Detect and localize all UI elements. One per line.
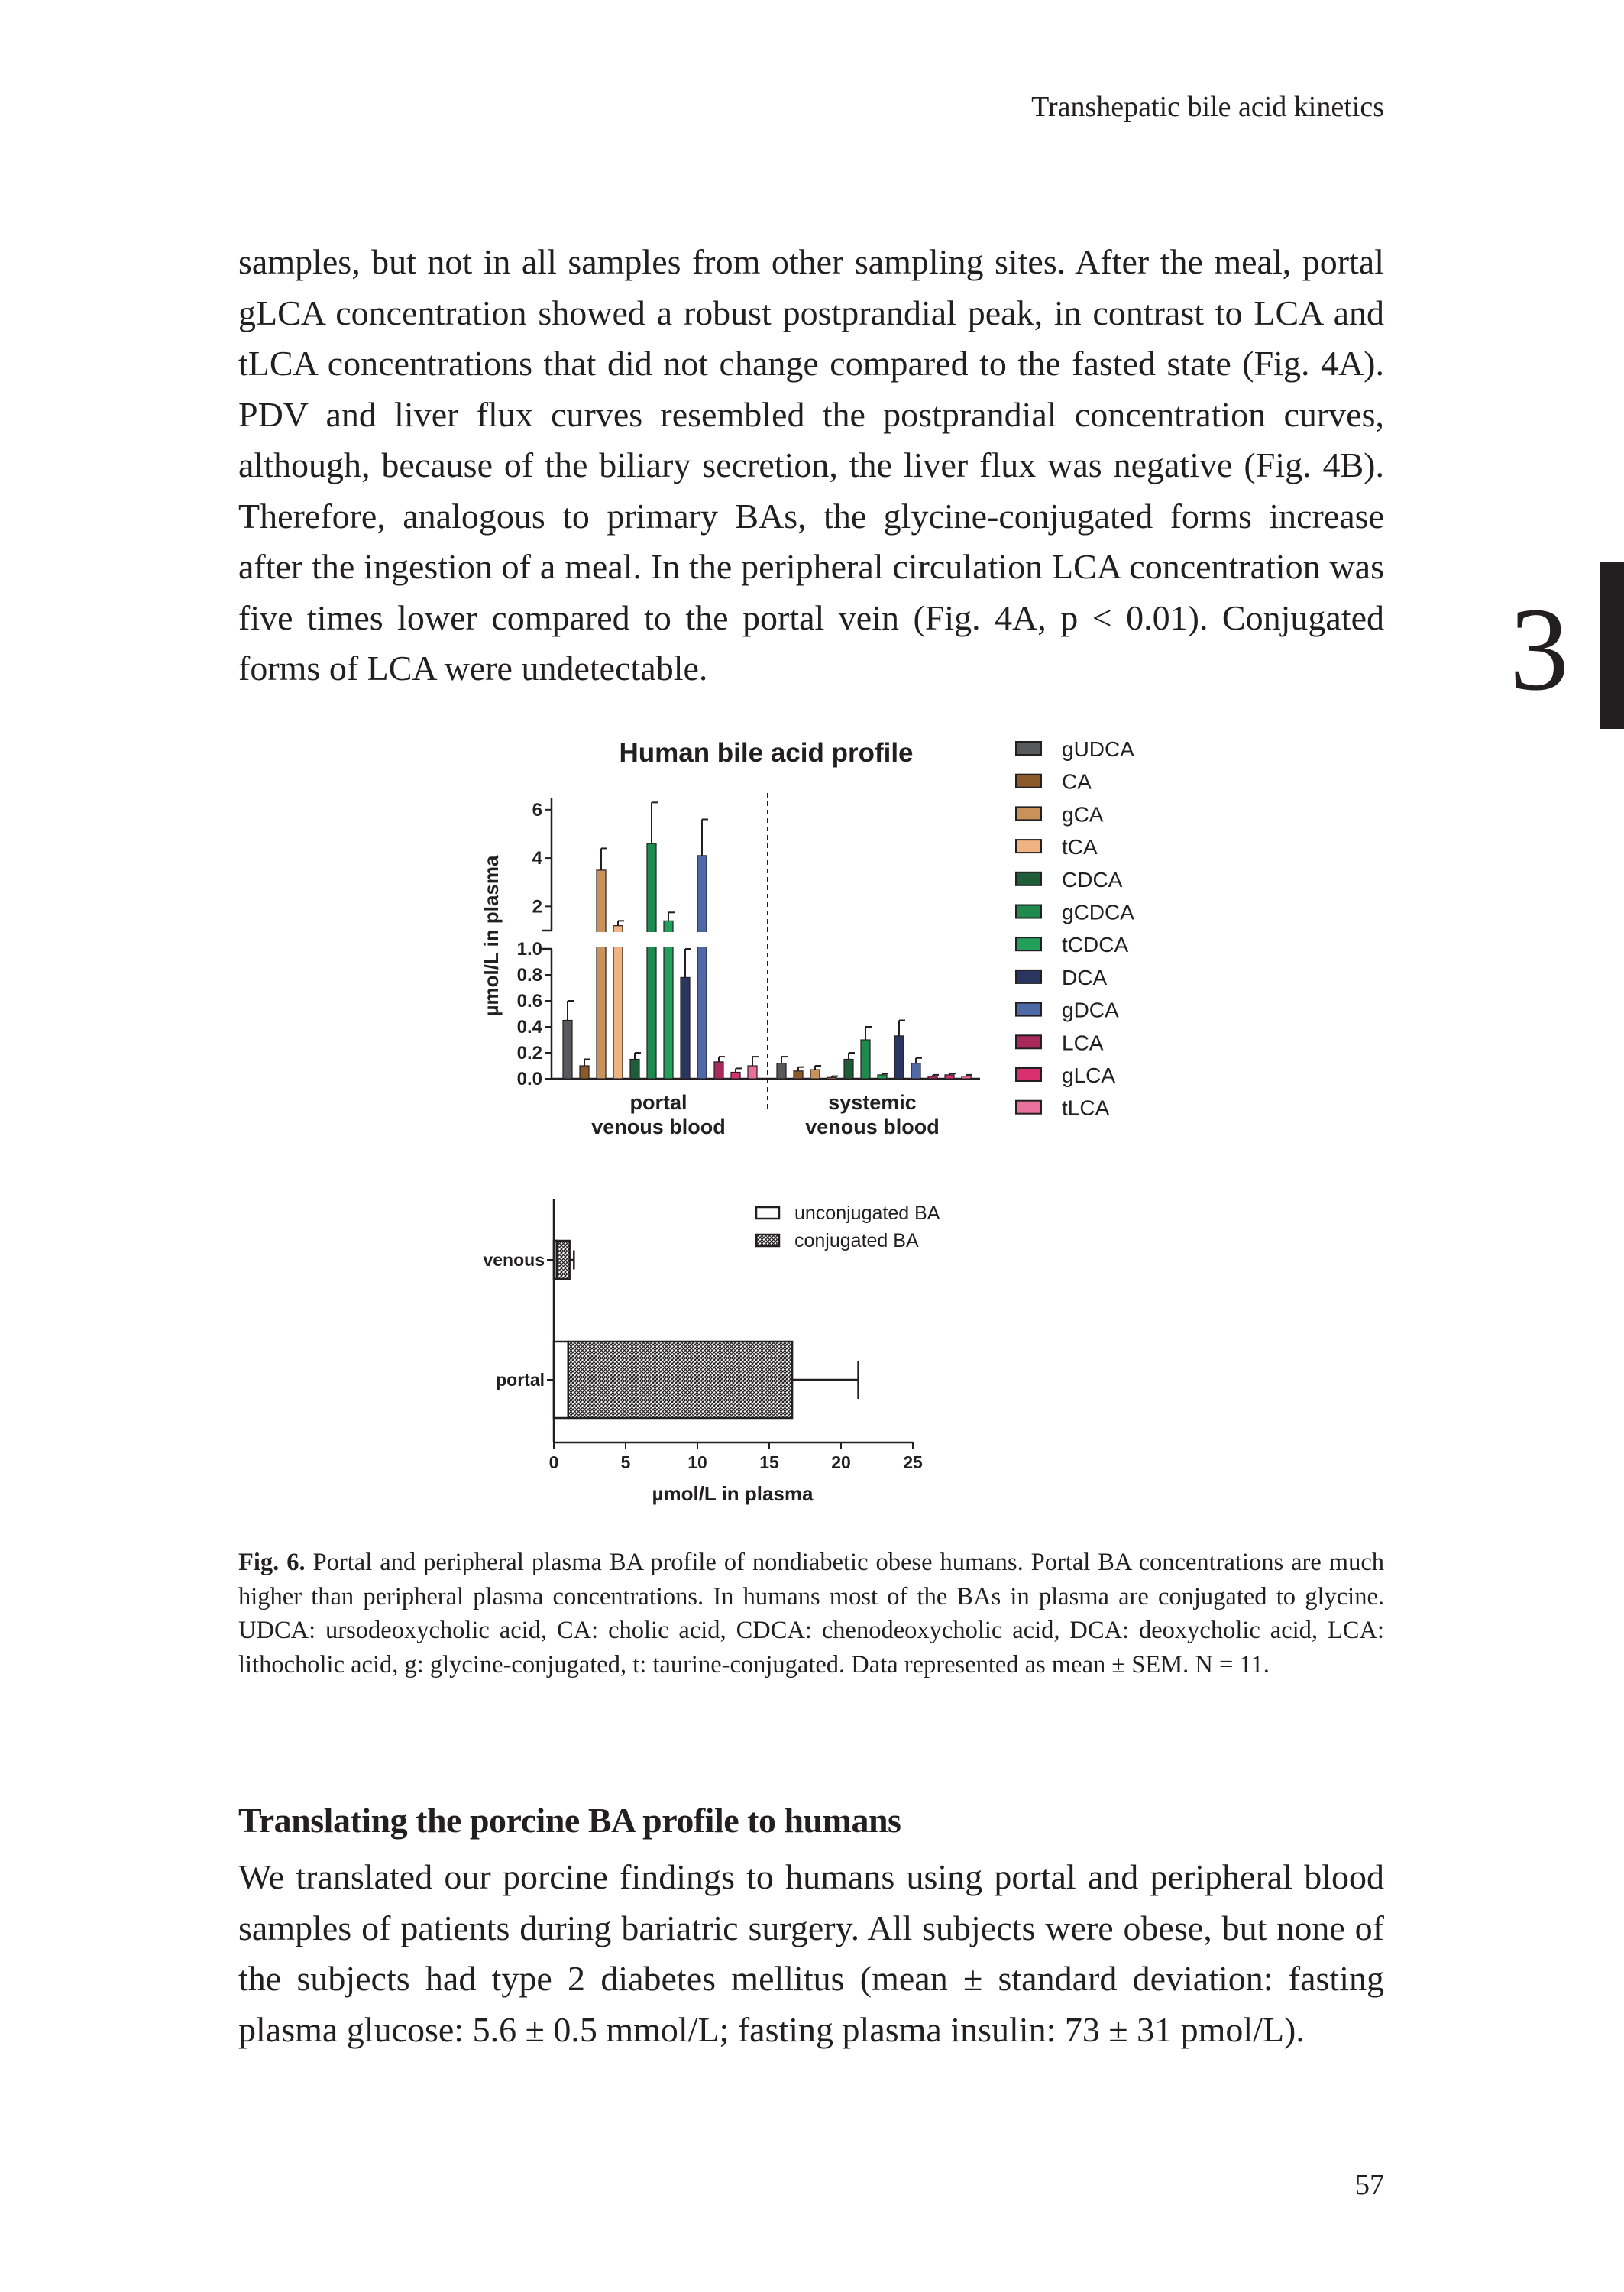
legend-item-conjugated-BA bbox=[756, 1230, 919, 1251]
y-tick-label: 2 bbox=[532, 896, 542, 918]
bar-tLCA-portal bbox=[748, 1066, 757, 1079]
bar-portal-conjugated-BA bbox=[568, 1342, 792, 1418]
legend-swatch bbox=[1016, 872, 1041, 885]
legend-swatch bbox=[1016, 937, 1041, 950]
legend-label: gUDCA bbox=[1062, 737, 1134, 761]
bar-LCA-systemic bbox=[928, 1076, 937, 1079]
y-tick-label: portal bbox=[496, 1370, 545, 1390]
bar-tCA-portal bbox=[613, 926, 623, 1079]
paragraph-text: samples, but not in all samples from other sampling sites. After the meal, portal gLCA concentration showed a robust postprandial peak, in contrast to LCA and tLCA concentrations that did not change compared to the fasted state (Fig. 4A). PDV and liver flux curves resembled the postprandial concentration curves, although, because of the biliary secretion, the liver flux was negative (Fig. 4B). Therefore, analogous to primary BAs, the glycine-conjugated forms increase after the ingestion of a meal. In the peripheral circulation LCA concentration was five times lower compared to the portal vein (Fig. 4A, p < 0.01). Conjugated forms of LCA were undetectable. bbox=[238, 242, 1384, 688]
legend-item-gUDCA bbox=[1016, 737, 1134, 761]
paragraph-text: We translated our porcine findings to humans using portal and peripheral blood samples of patients during bariatric surgery. All subjects were obese, but none of the subjects had type 2 diabetes mellitus (mean ± standard deviation: fasting plasma glucose: 5.6 ± 0.5 mmol/L; fasting plasma insulin: 73 ± 31 pmol/L). bbox=[238, 1857, 1384, 2049]
bar-CDCA-systemic bbox=[844, 1060, 853, 1080]
legend-swatch bbox=[1016, 775, 1041, 788]
x-tick-label: 10 bbox=[687, 1452, 707, 1472]
section-heading: Translating the porcine BA profile to humans bbox=[238, 1801, 901, 1840]
bar-DCA-systemic bbox=[894, 1036, 904, 1079]
bar-LCA-portal bbox=[714, 1062, 723, 1079]
bar-gUDCA-portal bbox=[563, 1021, 572, 1080]
x-tick-label: 5 bbox=[620, 1452, 631, 1472]
group-labels bbox=[591, 1091, 940, 1138]
y-tick-label: 0.8 bbox=[516, 965, 542, 986]
legend-item-tLCA bbox=[1016, 1096, 1110, 1120]
y-tick-label: 6 bbox=[532, 799, 542, 821]
bar-CA-portal bbox=[580, 1066, 589, 1079]
legend-item-gDCA bbox=[1016, 999, 1119, 1022]
legend-label: gLCA bbox=[1062, 1063, 1116, 1087]
legend-label: conjugated BA bbox=[794, 1230, 919, 1251]
legend-swatch bbox=[1016, 1003, 1041, 1016]
bile-acid-profile-chart bbox=[480, 737, 1134, 1138]
legend-swatch bbox=[1016, 807, 1041, 820]
legend-label: gDCA bbox=[1062, 998, 1119, 1022]
bar-gCDCA-portal bbox=[647, 843, 656, 1079]
bar-gDCA-systemic bbox=[911, 1063, 920, 1079]
bar-venous-conjugated-BA bbox=[557, 1241, 570, 1279]
legend-item-DCA bbox=[1016, 966, 1107, 989]
legend-item-gCDCA bbox=[1016, 901, 1134, 924]
caption-label: Fig. 6. bbox=[238, 1549, 306, 1576]
chapter-number: 3 bbox=[1509, 583, 1569, 715]
bar-gDCA-portal bbox=[697, 856, 707, 1079]
legend-swatch bbox=[1016, 905, 1041, 918]
x-axis-label: µmol/L in plasma bbox=[652, 1482, 814, 1505]
bar-gUDCA-systemic bbox=[777, 1063, 786, 1079]
legend-item-unconjugated-BA bbox=[756, 1203, 940, 1224]
figure-caption bbox=[238, 1546, 1384, 1682]
bar-gLCA-portal bbox=[731, 1073, 740, 1080]
x-tick-label: 15 bbox=[759, 1452, 779, 1472]
chart-legend bbox=[1016, 737, 1134, 1120]
y-tick-label: 1.0 bbox=[516, 939, 542, 960]
legend-swatch bbox=[756, 1207, 779, 1219]
bar-gCA-systemic bbox=[810, 1070, 820, 1079]
bar-DCA-portal bbox=[681, 977, 690, 1079]
x-tick-label: 20 bbox=[831, 1452, 851, 1472]
legend-label: gCDCA bbox=[1062, 900, 1134, 924]
y-tick-label: 0.6 bbox=[516, 991, 542, 1012]
conjugation-chart bbox=[483, 1199, 940, 1505]
legend-label: CA bbox=[1062, 769, 1092, 794]
bar-series bbox=[554, 1241, 859, 1418]
legend-label: gCA bbox=[1062, 802, 1104, 827]
legend-label: LCA bbox=[1062, 1031, 1104, 1055]
legend-item-gLCA bbox=[1016, 1063, 1115, 1087]
legend-item-tCA bbox=[1016, 835, 1098, 859]
y-tick-label: 0.2 bbox=[516, 1043, 542, 1063]
bar-gLCA-systemic bbox=[945, 1075, 954, 1079]
legend-item-CDCA bbox=[1016, 868, 1123, 892]
legend-label: tCDCA bbox=[1062, 933, 1129, 957]
bar-gCDCA-systemic bbox=[861, 1040, 870, 1079]
bar-tCA-systemic bbox=[827, 1077, 836, 1079]
caption-text: Portal and peripheral plasma BA profile of nondiabetic obese humans. Portal BA concentrations are much higher than peripheral plasma concentrations. In humans most of the BAs in plasma are conjugated to glycine. UDCA: ursodeoxycholic acid, CA: cholic acid, CDCA: chenodeoxycholic acid, DCA: deoxycholic acid, LCA: lithocholic acid, g: glycine-conjugated, t: taurine-conjugated. Data represented as mean ± SEM. N = 11. bbox=[238, 1549, 1384, 1679]
y-tick-labels bbox=[517, 800, 543, 1089]
legend-label: DCA bbox=[1062, 965, 1108, 989]
y-tick-label: 0.4 bbox=[516, 1017, 542, 1038]
legend-label: CDCA bbox=[1062, 867, 1123, 892]
bar-CDCA-portal bbox=[630, 1060, 639, 1080]
bar-CA-systemic bbox=[794, 1071, 803, 1079]
legend-swatch bbox=[1016, 840, 1041, 853]
legend-label: tLCA bbox=[1062, 1096, 1110, 1120]
bar-gCA-portal bbox=[597, 870, 606, 1079]
legend-item-CA bbox=[1016, 770, 1092, 794]
page-number: 57 bbox=[1355, 2169, 1384, 2201]
bar-tLCA-systemic bbox=[962, 1076, 971, 1079]
bar-portal-unconjugated-BA bbox=[554, 1342, 568, 1418]
legend-label: unconjugated BA bbox=[794, 1203, 940, 1224]
y-axis-label: µmol/L in plasma bbox=[480, 855, 503, 1017]
legend-swatch bbox=[1016, 970, 1041, 983]
y-tick-label: 4 bbox=[532, 848, 542, 869]
legend-swatch bbox=[756, 1235, 779, 1246]
legend-swatch bbox=[1016, 1101, 1041, 1114]
group-label-line: venous blood bbox=[591, 1115, 726, 1138]
y-tick-label: venous bbox=[483, 1250, 545, 1270]
legend-item-LCA bbox=[1016, 1031, 1104, 1054]
y-tick-label: 0.0 bbox=[516, 1069, 542, 1089]
running-head: Transhepatic bile acid kinetics bbox=[1031, 91, 1384, 123]
legend-label: tCA bbox=[1062, 835, 1098, 860]
legend-item-tCDCA bbox=[1016, 933, 1128, 957]
x-tick-label: 25 bbox=[903, 1452, 923, 1472]
chart-title: Human bile acid profile bbox=[619, 738, 914, 768]
legend-swatch bbox=[1016, 742, 1041, 755]
legend-item-gCA bbox=[1016, 802, 1104, 826]
bar-tCDCA-systemic bbox=[878, 1075, 887, 1079]
chart-legend bbox=[756, 1203, 940, 1251]
group-label-line: systemic bbox=[828, 1091, 917, 1114]
group-label-line: portal bbox=[629, 1091, 687, 1114]
x-tick-label: 0 bbox=[548, 1452, 559, 1472]
legend-swatch bbox=[1016, 1068, 1041, 1081]
group-label-line: venous blood bbox=[805, 1115, 940, 1138]
body-paragraph-2 bbox=[238, 1852, 1384, 2055]
legend-swatch bbox=[1016, 1035, 1041, 1048]
